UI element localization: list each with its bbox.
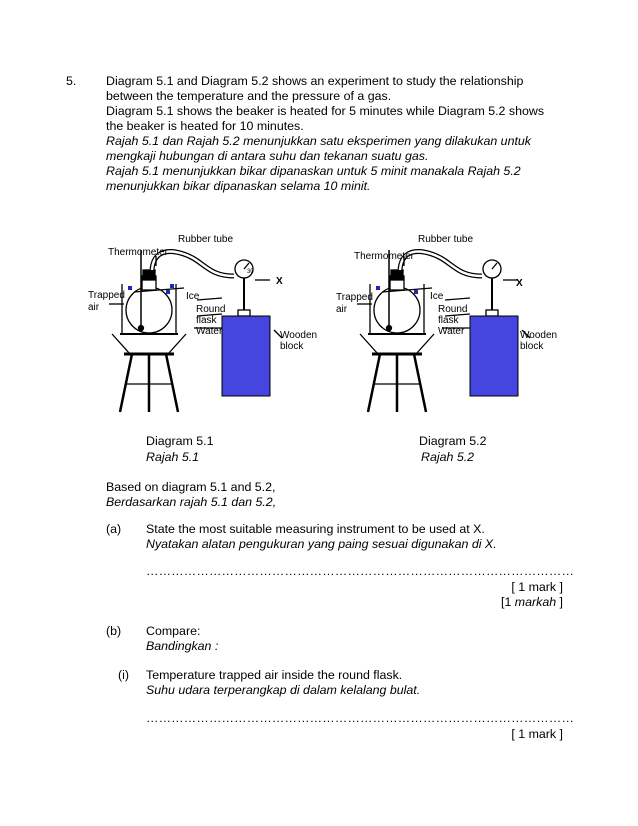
intro-en-line: between the temperature and the pressure of a gas.: [106, 89, 392, 103]
based-on-ms: Berdasarkan rajah 5.1 dan 5.2,: [106, 495, 277, 509]
part-b-question-ms: Bandingkan :: [146, 639, 219, 653]
part-b-i-question-en: Temperature trapped air inside the round flask.: [146, 668, 403, 682]
part-a-answer-line[interactable]: …………………………………………………………………………………………: [146, 564, 575, 578]
intro-ms-line: Rajah 5.1 dan Rajah 5.2 menunjukkan satu eksperimen yang dilakukan untuk: [106, 134, 531, 148]
part-b-i-question-ms: Suhu udara terperangkap di dalam kelalang bulat.: [146, 683, 421, 697]
caption-rajah-5-2: Rajah 5.2: [421, 450, 475, 464]
label-air: air: [88, 302, 100, 313]
label-thermometer: Thermometer: [108, 247, 169, 258]
mark-ms-close: ]: [556, 595, 563, 609]
label-trapped: Trapped: [88, 290, 125, 301]
question-number: 5.: [66, 74, 77, 88]
gauge-value: 30: [247, 269, 254, 275]
caption-diagram-5-1: Diagram 5.1: [146, 434, 214, 448]
label-water: Water: [196, 326, 223, 337]
part-a-question-en: State the most suitable measuring instrument to be used at X.: [146, 522, 485, 536]
diagram-5-1: [84, 222, 334, 422]
intro-ms-line: mengkaji hubungan di antara suhu dan tekanan suatu gas.: [106, 149, 429, 163]
part-a-mark-en: [ 1 mark ]: [511, 580, 563, 594]
intro-en-line: Diagram 5.1 and Diagram 5.2 shows an experiment to study the relationship: [106, 74, 524, 88]
mark-ms-word: markah: [514, 595, 557, 609]
label-air: air: [336, 304, 348, 315]
label-thermometer: Thermometer: [354, 251, 415, 262]
label-block: block: [280, 341, 304, 352]
label-round: Round: [438, 304, 468, 315]
label-x: X: [516, 278, 523, 289]
intro-en-line: Diagram 5.1 shows the beaker is heated for 5 minutes while Diagram 5.2 shows: [106, 104, 545, 118]
label-flask: flask: [438, 315, 459, 326]
label-flask: flask: [196, 315, 217, 326]
label-water: Water: [438, 326, 465, 337]
part-b-i-mark-en: [ 1 mark ]: [511, 727, 563, 741]
intro-en-line: the beaker is heated for 10 minutes.: [106, 119, 304, 133]
part-b-question-en: Compare:: [146, 624, 201, 638]
caption-rajah-5-1: Rajah 5.1: [146, 450, 200, 464]
mark-ms-open: [1: [501, 595, 515, 609]
label-rubber-tube: Rubber tube: [418, 234, 474, 245]
part-a-mark-ms: [501, 595, 563, 610]
based-on-en: Based on diagram 5.1 and 5.2,: [106, 480, 276, 494]
label-trapped: Trapped: [336, 292, 373, 303]
label-wooden: Wooden: [520, 330, 558, 341]
caption-diagram-5-2: Diagram 5.2: [419, 434, 487, 448]
label-round: Round: [196, 304, 226, 315]
intro-ms-line: menunjukkan bikar dipanaskan selama 10 minit.: [106, 179, 371, 193]
label-ice: Ice: [430, 291, 444, 302]
label-wooden: Wooden: [280, 330, 318, 341]
part-a-question-ms: Nyatakan alatan pengukuran yang paing sesuai digunakan di X.: [146, 537, 497, 551]
part-a-label: (a): [106, 522, 122, 536]
diagram-5-2: [332, 222, 582, 422]
label-ice: Ice: [186, 291, 200, 302]
part-b-i-answer-line[interactable]: …………………………………………………………………………………………: [146, 711, 575, 725]
label-x: X: [276, 276, 283, 287]
part-b-i-label: (i): [118, 668, 130, 682]
label-block: block: [520, 341, 544, 352]
label-rubber-tube: Rubber tube: [178, 234, 234, 245]
part-b-label: (b): [106, 624, 122, 638]
intro-ms-line: Rajah 5.1 menunjukkan bikar dipanaskan untuk 5 minit manakala Rajah 5.2: [106, 164, 521, 178]
